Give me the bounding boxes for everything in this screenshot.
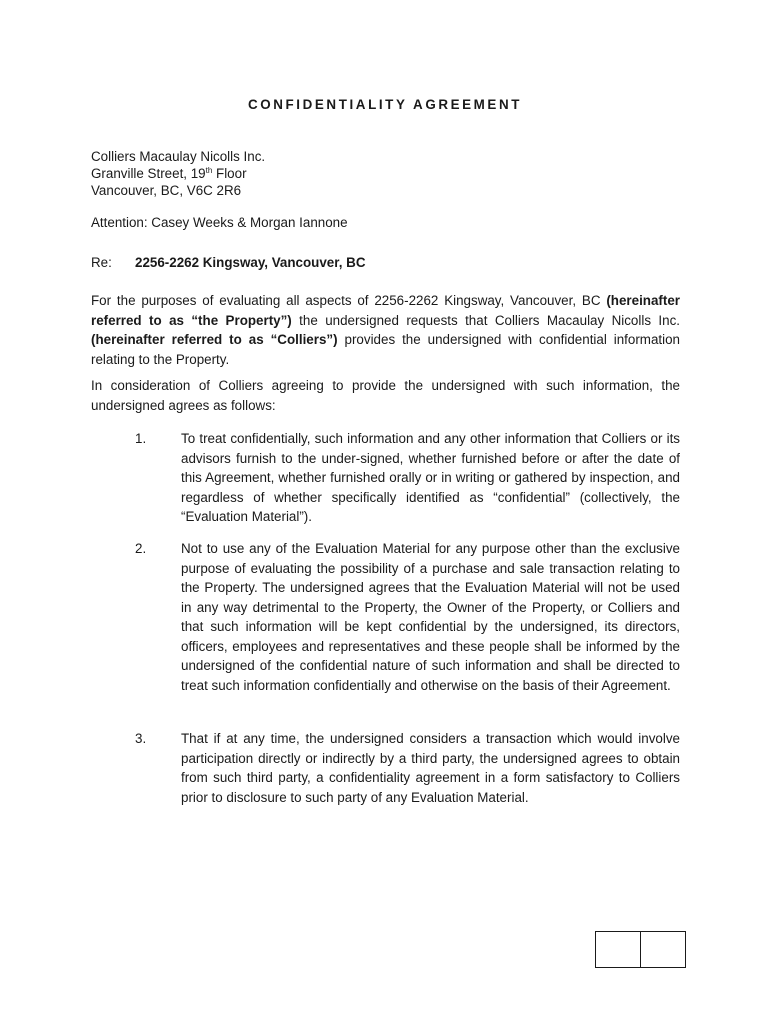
address-city: Vancouver, BC, V6C 2R6 — [91, 183, 242, 198]
address-street-prefix: Granville Street, 19 — [91, 166, 206, 181]
clause-2 — [91, 539, 680, 695]
address-company: Colliers Macaulay Nicolls Inc. — [91, 149, 266, 164]
intro-paragraph — [91, 291, 680, 369]
clause-text: Not to use any of the Evaluation Material for any purpose other than the exclusive purpose of evaluating the possibility of a purchase and sale transaction relating to the Property. The undersigned agrees that the Evaluation Material will not be used in any way detrimental to the Property, the Owner of the Property, or Colliers and that such information will be kept confidential by the undersigned, its directors, officers, employees and representatives and these people shall be informed by the undersigned of the confidential nature of such information and shall be directed to treat such information confidentially and otherwise on the basis of their Agreement. — [181, 541, 680, 693]
address-street — [91, 165, 265, 182]
address-street-suffix: Floor — [212, 166, 247, 181]
intro-text-3: provides the undersigned with confidential information relating to the Property. — [91, 332, 680, 367]
intro-bold-2: (hereinafter referred to as “Colliers”) — [91, 332, 338, 347]
document-title: CONFIDENTIALITY AGREEMENT — [247, 97, 523, 112]
re-value: 2256-2262 Kingsway, Vancouver, BC — [135, 255, 366, 270]
re-line — [91, 253, 365, 273]
address-street-sup: th — [205, 166, 213, 175]
recipient-address — [91, 148, 265, 199]
initials-box[interactable] — [595, 931, 641, 968]
clause-number: 3. — [135, 731, 147, 746]
attention-line: Attention: Casey Weeks & Morgan Iannone — [91, 215, 348, 230]
clause-number: 1. — [135, 431, 147, 446]
clause-number: 2. — [135, 541, 147, 556]
re-label: Re: — [91, 255, 112, 270]
clause-text: To treat confidentially, such information and any other information that Colliers or its advisors furnish to the under-signed, whether furnished before or after the date of this Agreement, whether furnished orally or in writing or gathered by inspection, and regardless of whether specifically identified as “confidential” (collectively, the “Evaluation Material”). — [181, 431, 680, 524]
intro-text-2: the undersigned requests that Colliers Macaulay Nicolls Inc. — [291, 312, 681, 328]
clause-3 — [91, 729, 680, 807]
consideration-paragraph: In consideration of Colliers agreeing to provide the undersigned with such information, the undersigned agrees as follows: — [91, 378, 680, 413]
intro-bold-1: (hereinafter referred to as “the Property”) — [91, 293, 680, 328]
clause-text: That if at any time, the undersigned considers a transaction which would involve participation directly or indirectly by a third party, the undersigned agrees to obtain from such third party, a confidentiality agreement in a form satisfactory to Colliers prior to disclosure to such party of any Evaluation Material. — [181, 731, 680, 805]
initials-boxes — [595, 931, 686, 968]
initials-box[interactable] — [641, 931, 686, 968]
clause-1 — [91, 429, 680, 527]
intro-text-1: For the purposes of evaluating all aspects of 2256-2262 Kingsway, Vancouver, BC — [91, 293, 607, 308]
